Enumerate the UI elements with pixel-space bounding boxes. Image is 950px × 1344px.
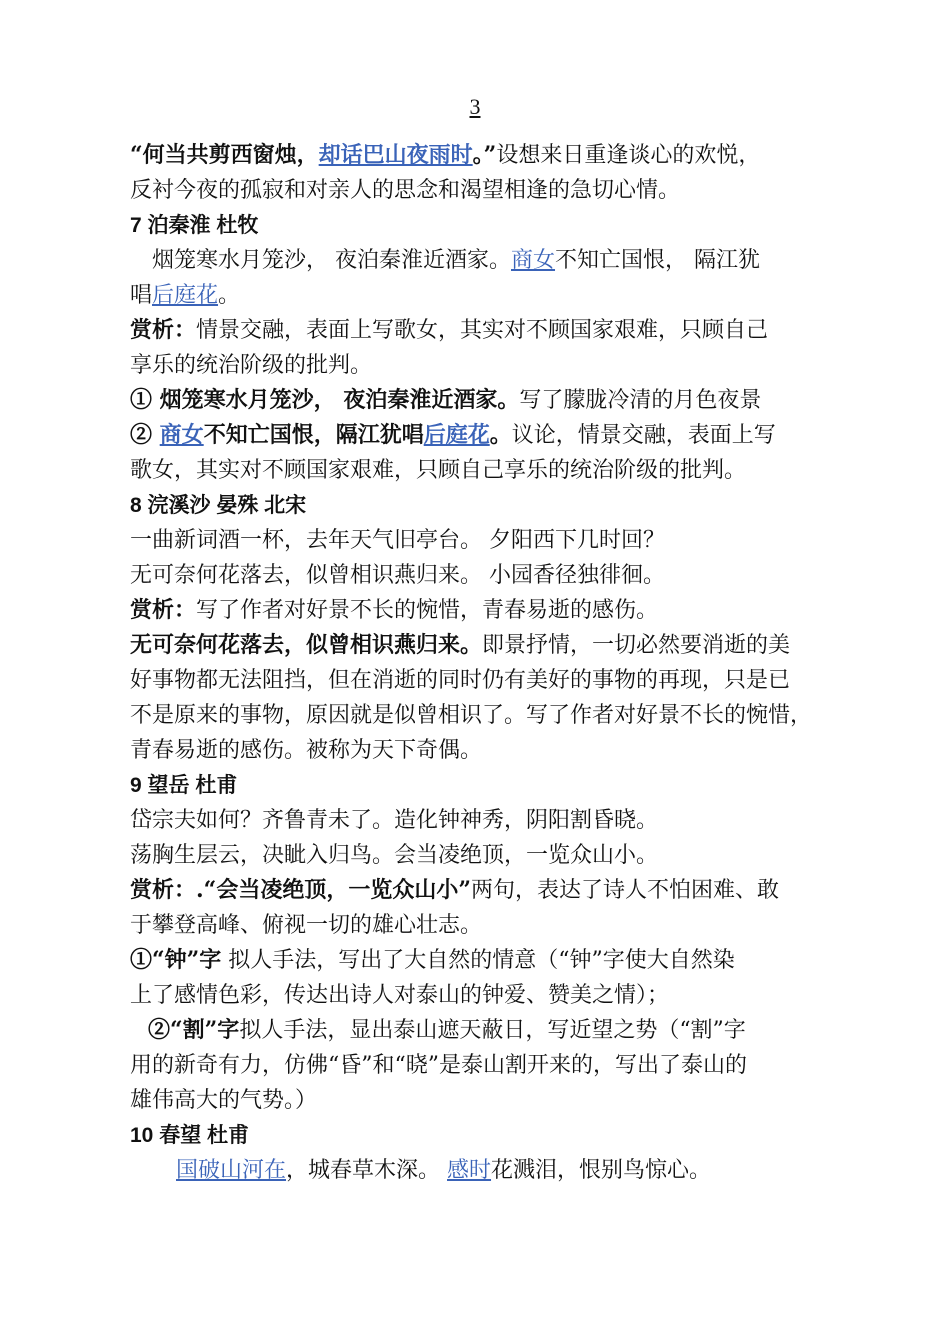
paragraph-line: [130, 138, 830, 173]
poem-link[interactable]: 后庭花: [152, 283, 219, 308]
poem-text: 唱: [130, 283, 153, 308]
page-number-text: 3: [469, 94, 481, 119]
note-line: [130, 383, 830, 418]
poem-text: 烟笼寒水月笼沙， 夜泊秦淮近酒家。: [152, 248, 511, 273]
body-text: 设想来日重逢谈心的欢悦，: [496, 143, 761, 168]
body-text: 情景交融，表面上写歌女，其实对不顾国家艰难，只顾自己: [196, 318, 769, 343]
appreciation-label: 赏析：: [130, 597, 197, 623]
appreciation-line: [130, 873, 830, 908]
appreciation-label: 赏析：: [130, 317, 197, 343]
poem-text: 。: [218, 283, 241, 308]
page-number: [0, 94, 950, 120]
poem-heading: 10 春望 杜甫: [130, 1124, 250, 1147]
note-bold: 无可奈何花落去，似曾相识燕归来。: [130, 632, 483, 658]
paragraph-line: 青春易逝的感伤。被称为天下奇偶。: [130, 738, 483, 763]
poem-heading: 7 泊秦淮 杜牧: [130, 214, 259, 237]
note-bold: ①“钟”字: [130, 947, 222, 973]
poem-link[interactable]: 感时: [447, 1158, 492, 1183]
body-text: 写了作者对好景不长的惋惜，青春易逝的感伤。: [196, 598, 659, 623]
appreciation-line: [130, 593, 830, 628]
body-text: 写了朦胧冷清的月色夜景: [519, 388, 762, 413]
note-bold: .“会当凌绝顶，一览众山小”: [196, 877, 471, 903]
body-text: 歌女，其实对不顾国家艰难，只顾自己享乐的统治阶级的批判。: [130, 458, 747, 483]
note-line: [130, 1013, 830, 1048]
poem-link[interactable]: 后庭花: [423, 422, 490, 448]
paragraph-line: 于攀登高峰、俯视一切的雄心壮志。: [130, 913, 483, 938]
paragraph-line: 雄伟高大的气势。）: [130, 1088, 318, 1113]
paragraph-line: 上了感情色彩，传达出诗人对泰山的钟爱、赞美之情）；: [130, 983, 670, 1008]
poem-line: 岱宗夫如何？齐鲁青未了。造化钟神秀，阴阳割昏晓。: [130, 808, 659, 833]
note-bold: 不知亡国恨，隔江犹唱: [203, 422, 424, 448]
note-bold: ②“割”字: [148, 1017, 240, 1043]
poem-text: 不知亡国恨， 隔江犹: [555, 248, 761, 273]
body-text: 享乐的统治阶级的批判。: [130, 353, 373, 378]
poem-line: 荡胸生层云，决眦入归鸟。会当凌绝顶，一览众山小。: [130, 843, 659, 868]
paragraph-line: [130, 453, 830, 488]
body-text: 反衬今夜的孤寂和对亲人的思念和渴望相逢的急切心情。: [130, 178, 681, 203]
body-text: 拟人手法，写出了大自然的情意（“钟”字使大自然染: [221, 948, 735, 973]
poem-link[interactable]: 却话巴山夜雨时: [318, 142, 473, 168]
poem-line: [130, 278, 830, 313]
appreciation-label: 赏析：: [130, 877, 197, 903]
paragraph-line: [130, 348, 830, 383]
poem-text: 花溅泪，恨别鸟惊心。: [491, 1158, 712, 1183]
note-bold: ① 烟笼寒水月笼沙， 夜泊秦淮近酒家。: [130, 387, 520, 413]
poem-text: ，城春草木深。: [286, 1158, 448, 1183]
body-text: 议论，情景交融，表面上写: [511, 423, 776, 448]
paragraph-line: 用的新奇有力，仿佛“昏”和“晓”是泰山割开来的，写出了泰山的: [130, 1053, 747, 1078]
note-line: [130, 418, 830, 453]
poem-line: 一曲新词酒一杯，去年天气旧亭台。 夕阳西下几时回？: [130, 528, 665, 553]
paragraph-line: 不是原来的事物，原因就是似曾相识了。写了作者对好景不长的惋惜，: [130, 703, 813, 728]
document-body: [130, 138, 830, 1188]
note-number: ②: [130, 422, 160, 448]
poem-heading: 8 浣溪沙 晏殊 北宋: [130, 494, 307, 517]
body-text: 两句，表达了诗人不怕困难、敢: [470, 878, 779, 903]
poem-link[interactable]: 商女: [159, 422, 204, 448]
paragraph-line: [130, 628, 830, 663]
note-line: [130, 943, 830, 978]
paragraph-line: 好事物都无法阻挡，但在消逝的同时仍有美好的事物的再现，只是已: [130, 668, 791, 693]
note-bold: 。: [489, 422, 512, 448]
paragraph-line: [130, 173, 830, 208]
poem-line: 无可奈何花落去，似曾相识燕归来。 小园香径独徘徊。: [130, 563, 665, 588]
quote-bold: “何当共剪西窗烛，: [130, 142, 319, 168]
poem-heading: 9 望岳 杜甫: [130, 774, 238, 797]
body-text: 拟人手法，显出泰山遮天蔽日，写近望之势（“割”字: [239, 1018, 746, 1043]
body-text: 即景抒情，一切必然要消逝的美: [482, 633, 791, 658]
poem-line: [130, 243, 830, 278]
appreciation-line: [130, 313, 830, 348]
quote-bold: 。”: [472, 142, 497, 168]
poem-link[interactable]: 商女: [511, 248, 556, 273]
poem-link[interactable]: 国破山河在: [176, 1158, 287, 1183]
poem-line: [130, 1153, 830, 1188]
